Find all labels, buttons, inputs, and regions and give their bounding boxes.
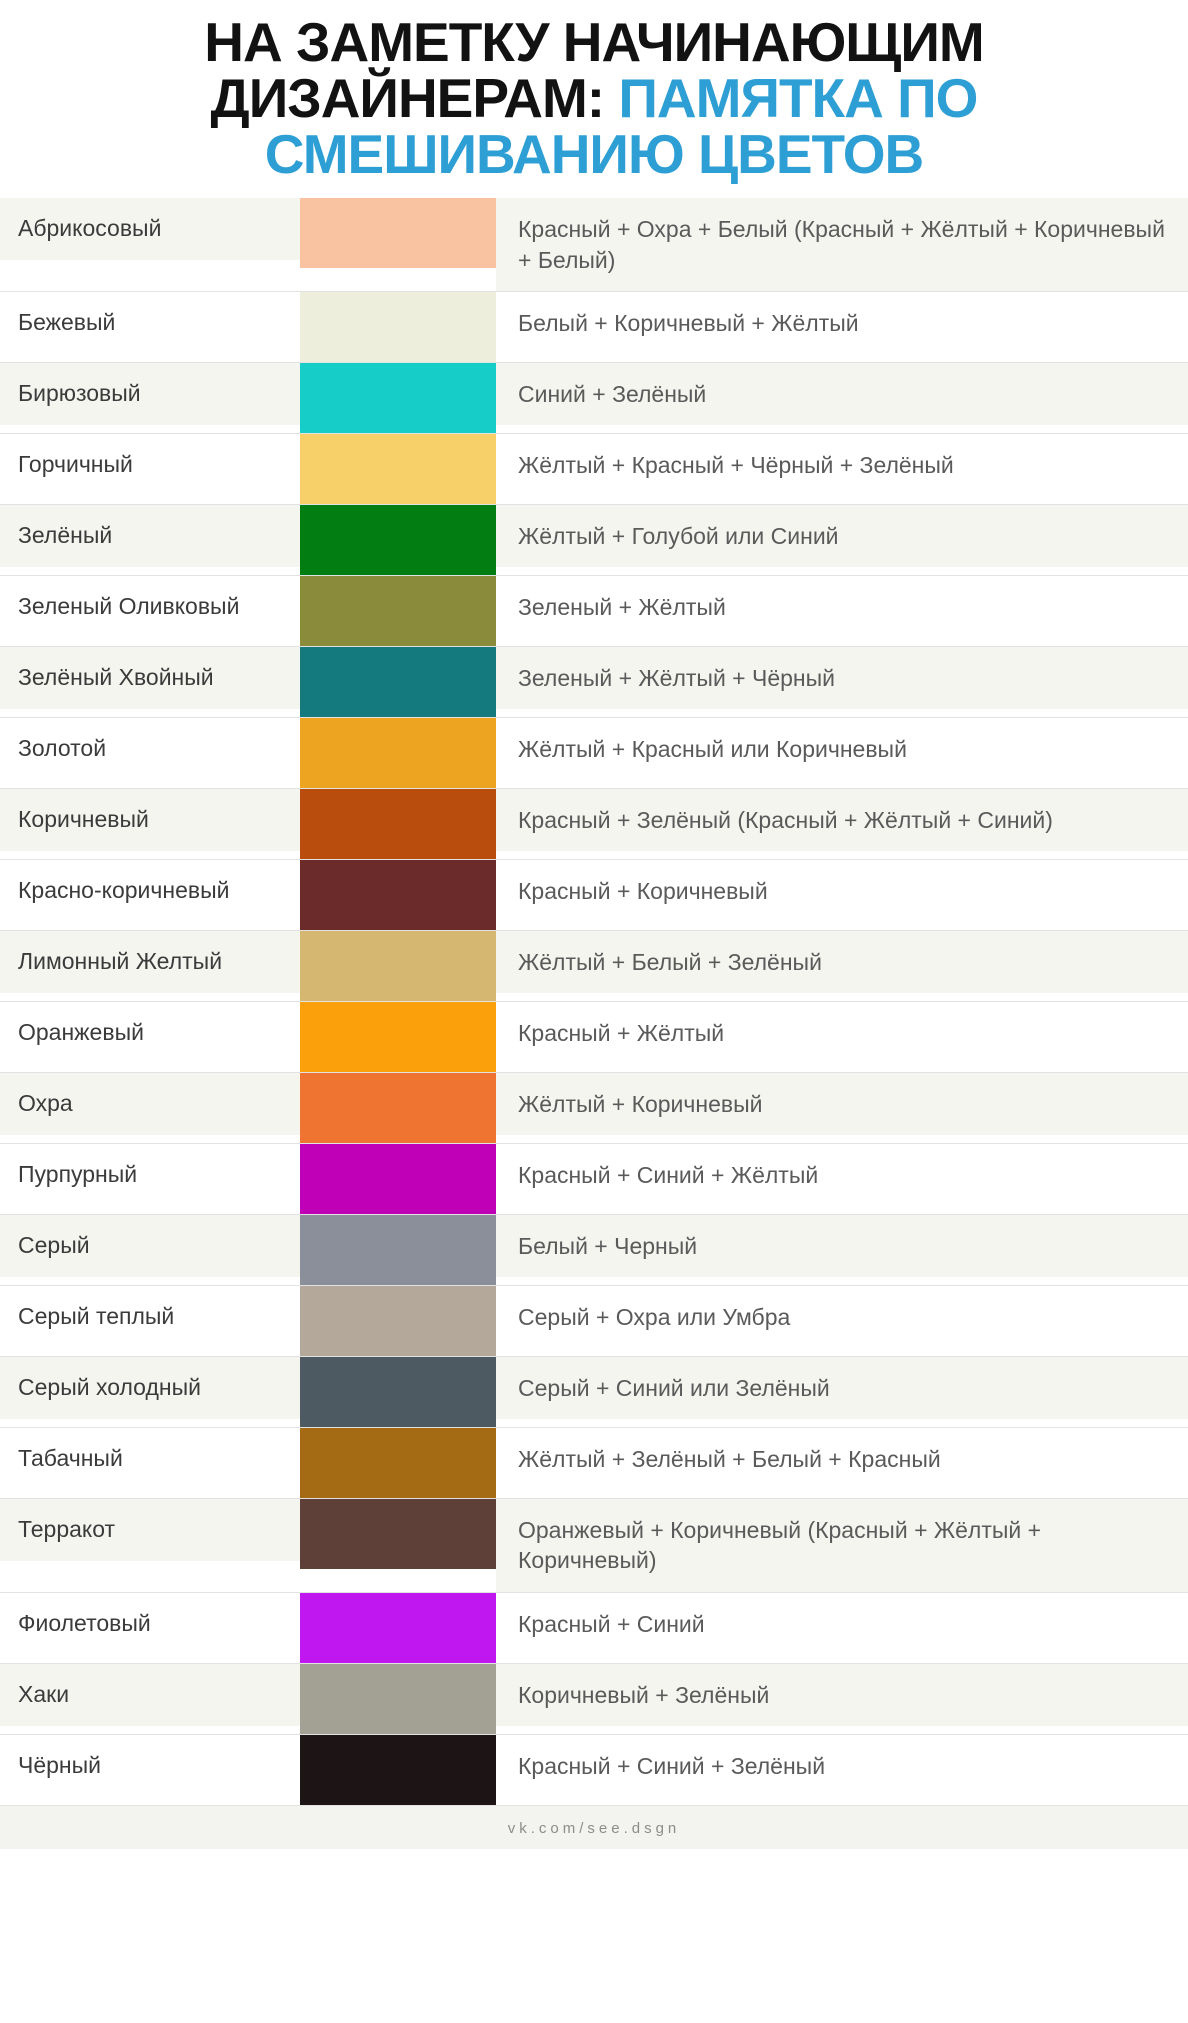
color-recipe-label: Красный + Коричневый [496,860,1188,922]
color-swatch-cell [300,1073,496,1144]
color-name-cell [0,576,300,647]
color-recipe-cell [496,1073,1188,1144]
color-recipe-cell [496,860,1188,931]
color-name-label: Фиолетовый [0,1593,300,1655]
color-name-cell [0,363,300,434]
color-swatch [300,1664,496,1734]
title-line-2 [20,67,1168,130]
table-row [0,576,1188,647]
color-swatch-cell [300,505,496,576]
color-recipe-label: Серый + Синий или Зелёный [496,1357,1188,1419]
color-name-cell [0,789,300,860]
color-recipe-cell [496,1592,1188,1663]
color-swatch [300,434,496,504]
color-recipe-cell [496,718,1188,789]
color-name-cell [0,434,300,505]
table-row [0,363,1188,434]
color-swatch [300,1215,496,1285]
color-swatch-cell [300,576,496,647]
color-name-label: Абрикосовый [0,198,300,260]
color-swatch [300,1428,496,1498]
color-swatch-cell [300,931,496,1002]
color-swatch-cell [300,1357,496,1428]
table-row [0,1592,1188,1663]
color-recipe-cell [496,1215,1188,1286]
color-recipe-label: Зеленый + Жёлтый + Чёрный [496,647,1188,709]
color-swatch-cell [300,292,496,363]
color-name-cell [0,1499,300,1593]
color-swatch [300,363,496,433]
color-recipe-cell [496,576,1188,647]
color-name-label: Лимонный Желтый [0,931,300,993]
color-name-cell [0,198,300,291]
color-swatch-cell [300,1663,496,1734]
color-name-label: Бежевый [0,292,300,354]
color-swatch-cell [300,1592,496,1663]
color-swatch [300,718,496,788]
color-recipe-cell [496,1357,1188,1428]
color-swatch [300,789,496,859]
color-name-cell [0,1592,300,1663]
color-recipe-label: Синий + Зелёный [496,363,1188,425]
color-recipe-cell [496,1734,1188,1805]
color-name-label: Чёрный [0,1735,300,1797]
color-recipe-cell [496,1144,1188,1215]
color-name-cell [0,292,300,363]
color-swatch [300,505,496,575]
title-line-2-accent: ПАМЯТКА ПО [618,67,978,130]
color-name-cell [0,647,300,718]
color-name-cell [0,505,300,576]
color-name-label: Золотой [0,718,300,780]
color-swatch [300,931,496,1001]
color-recipe-cell [496,1663,1188,1734]
color-recipe-label: Белый + Коричневый + Жёлтый [496,292,1188,354]
color-swatch [300,576,496,646]
color-recipe-label: Красный + Жёлтый [496,1002,1188,1064]
table-row [0,789,1188,860]
table-row [0,1144,1188,1215]
table-row [0,931,1188,1002]
color-recipe-label: Жёлтый + Красный + Чёрный + Зелёный [496,434,1188,496]
color-recipe-cell [496,434,1188,505]
table-row [0,1002,1188,1073]
color-swatch-cell [300,1215,496,1286]
color-name-label: Бирюзовый [0,363,300,425]
table-row [0,505,1188,576]
color-swatch-cell [300,860,496,931]
table-row [0,1286,1188,1357]
color-name-cell [0,1357,300,1428]
color-recipe-label: Красный + Синий + Жёлтый [496,1144,1188,1206]
color-name-cell [0,1734,300,1805]
color-name-cell [0,860,300,931]
color-swatch-cell [300,647,496,718]
color-recipe-cell [496,198,1188,291]
table-row [0,1215,1188,1286]
color-swatch [300,860,496,930]
color-name-label: Хаки [0,1664,300,1726]
color-name-label: Серый теплый [0,1286,300,1348]
color-swatch-cell [300,1144,496,1215]
color-recipe-cell [496,292,1188,363]
color-recipe-label: Коричневый + Зелёный [496,1664,1188,1726]
color-recipe-label: Жёлтый + Зелёный + Белый + Красный [496,1428,1188,1490]
color-name-label: Пурпурный [0,1144,300,1206]
table-row [0,718,1188,789]
color-name-label: Зелёный Хвойный [0,647,300,709]
table-row [0,860,1188,931]
color-recipe-label: Жёлтый + Голубой или Синий [496,505,1188,567]
color-name-label: Табачный [0,1428,300,1490]
color-recipe-cell [496,1499,1188,1593]
color-swatch [300,647,496,717]
color-name-label: Коричневый [0,789,300,851]
color-name-cell [0,1286,300,1357]
page-title [0,0,1188,192]
color-swatch-cell [300,789,496,860]
table-row [0,1734,1188,1805]
table-row [0,1073,1188,1144]
color-name-label: Охра [0,1073,300,1135]
color-swatch [300,292,496,362]
table-row [0,647,1188,718]
color-recipe-cell [496,647,1188,718]
table-body [0,198,1188,1805]
table-row [0,1428,1188,1499]
color-recipe-label: Жёлтый + Белый + Зелёный [496,931,1188,993]
color-swatch [300,198,496,268]
table-row [0,198,1188,291]
footer-credit: vk.com/see.dsgn [0,1806,1188,1849]
table-row [0,292,1188,363]
color-name-cell [0,1215,300,1286]
color-mixing-table [0,198,1188,1805]
color-swatch [300,1357,496,1427]
table-row [0,434,1188,505]
color-recipe-cell [496,363,1188,434]
color-recipe-label: Жёлтый + Коричневый [496,1073,1188,1135]
title-line-2-plain: ДИЗАЙНЕРАМ: [210,67,605,130]
color-swatch-cell [300,363,496,434]
color-recipe-cell [496,931,1188,1002]
title-line-3: СМЕШИВАНИЮ ЦВЕТОВ [264,123,924,186]
color-swatch-cell [300,1499,496,1593]
color-name-label: Зеленый Оливковый [0,576,300,638]
color-name-label: Серый [0,1215,300,1277]
color-recipe-label: Красный + Синий [496,1593,1188,1655]
color-name-cell [0,1144,300,1215]
color-recipe-label: Оранжевый + Коричневый (Красный + Жёлтый + Коричневый) [496,1499,1188,1592]
color-swatch-cell [300,718,496,789]
color-recipe-cell [496,505,1188,576]
color-recipe-label: Серый + Охра или Умбра [496,1286,1188,1348]
color-recipe-cell [496,1428,1188,1499]
color-name-cell [0,718,300,789]
color-swatch [300,1735,496,1805]
color-name-cell [0,1002,300,1073]
color-swatch [300,1286,496,1356]
color-swatch [300,1073,496,1143]
color-recipe-cell [496,1286,1188,1357]
color-recipe-cell [496,789,1188,860]
color-name-cell [0,1663,300,1734]
color-name-cell [0,1073,300,1144]
color-name-label: Горчичный [0,434,300,496]
color-recipe-label: Красный + Синий + Зелёный [496,1735,1188,1797]
color-swatch [300,1002,496,1072]
color-swatch-cell [300,198,496,291]
color-swatch [300,1144,496,1214]
color-name-cell [0,931,300,1002]
color-swatch [300,1499,496,1569]
color-recipe-label: Красный + Охра + Белый (Красный + Жёлтый + Коричневый + Белый) [496,198,1188,291]
color-swatch [300,1593,496,1663]
color-swatch-cell [300,434,496,505]
color-name-label: Красно-коричневый [0,860,300,922]
title-line-1: НА ЗАМЕТКУ НАЧИНАЮЩИМ [204,11,984,73]
color-swatch-cell [300,1002,496,1073]
color-recipe-label: Зеленый + Жёлтый [496,576,1188,638]
table-row [0,1499,1188,1593]
color-name-label: Терракот [0,1499,300,1561]
table-row [0,1357,1188,1428]
color-name-cell [0,1428,300,1499]
color-swatch-cell [300,1428,496,1499]
color-swatch-cell [300,1734,496,1805]
color-recipe-label: Белый + Черный [496,1215,1188,1277]
color-name-label: Серый холодный [0,1357,300,1419]
color-recipe-cell [496,1002,1188,1073]
color-recipe-label: Жёлтый + Красный или Коричневый [496,718,1188,780]
color-swatch-cell [300,1286,496,1357]
color-name-label: Оранжевый [0,1002,300,1064]
table-row [0,1663,1188,1734]
color-name-label: Зелёный [0,505,300,567]
color-recipe-label: Красный + Зелёный (Красный + Жёлтый + Синий) [496,789,1188,851]
